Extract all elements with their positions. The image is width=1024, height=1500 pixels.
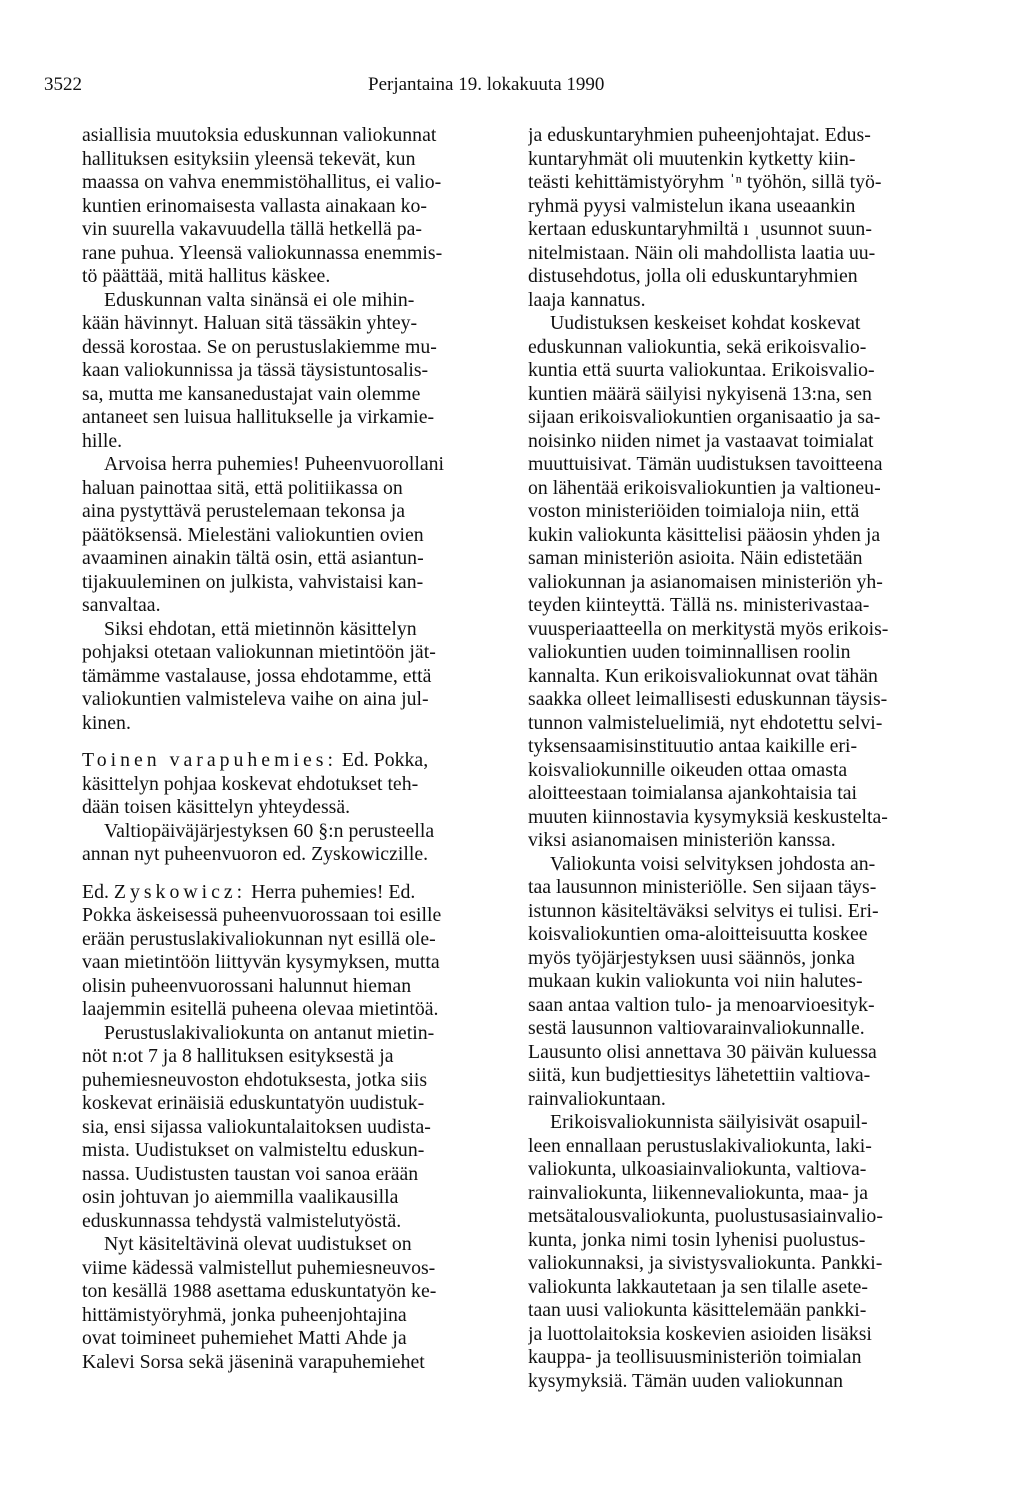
text-line: nöt n:ot 7 ja 8 hallituksen esityksestä ja <box>82 1045 394 1067</box>
text-line: aina pystyttävä perustelemaan tekonsa ja <box>82 500 405 522</box>
text-line: osin johtuvan jo aiemmilla vaalikausilla <box>82 1186 399 1208</box>
text-line: laajemmin esitellä puheena olevaa mietintöä. <box>82 998 439 1020</box>
text-line: erään perustuslakivaliokunnan nyt esillä ole- <box>82 927 436 950</box>
text-line: avaaminen ainakin tältä osin, että asiantun- <box>82 547 424 569</box>
text-line: rainvaliokunta, liikennevaliokunta, maa- ja <box>528 1181 869 1204</box>
text-line: tö päättää, mitä hallitus käskee. <box>82 265 331 287</box>
text-line: saakka olleet leimallisesti eduskunnan täysis- <box>528 688 888 710</box>
right-text-column <box>528 124 986 1393</box>
text-line: vin suurella vakavuudella tällä hetkellä pa- <box>82 218 422 240</box>
text-line: ja luottolaitoksia koskevien asioiden lisäksi <box>528 1322 872 1345</box>
text-line: teyden kiinteyttä. Tällä ns. ministerivastaa- <box>528 594 870 616</box>
text-line: leen ennallaan perustuslakivaliokunta, laki- <box>528 1134 872 1157</box>
text-line: Pokka äskeisessä puheenvuorossaan toi esille <box>82 904 442 926</box>
text-line: käsittelyn pohjaa koskevat ehdotukset teh- <box>82 772 419 795</box>
text-line: ryhmä pyysi valmistelun ikana useaankin <box>528 194 856 217</box>
text-line: muuttuisivat. Tämän uudistuksen tavoitteena <box>528 453 883 475</box>
text-line: Arvoisa herra puhemies! Puheenvuorollani <box>104 453 445 475</box>
text-line: valiokuntien valmisteleva vaihe on aina jul- <box>82 688 429 710</box>
text-line: koskevat erinäisiä eduskuntatyön uudistuk- <box>82 1092 425 1114</box>
text-line: noisinko niiden nimet ja vastaavat toimialat <box>528 429 874 452</box>
text-line: taan uusi valiokunta käsittelemään pankki- <box>528 1299 867 1321</box>
text-line: sia, ensi sijassa valiokuntalaitoksen uudista- <box>82 1115 431 1138</box>
text-line: kukin valiokunta käsittelisi pääosin yhden ja <box>528 523 881 546</box>
text-line: koisvaliokuntien oma-aloitteisuutta koskee <box>528 923 868 945</box>
speaker-name: Zyskowicz: <box>113 880 247 903</box>
text-line: tyksensaamisinstituutio antaa kaikille eri- <box>528 735 858 757</box>
text-line: Erikoisvaliokunnista säilyisivät osapuil- <box>550 1111 868 1133</box>
text-line: muuten kiinnostavia kysymyksiä keskusteltа- <box>528 805 888 828</box>
text-line: koisvaliokunnille oikeuden ottaa omasta <box>528 758 848 781</box>
text-line: annan nyt puheenvuoron ed. Zyskowiczille. <box>82 843 429 865</box>
text-line: kysymyksiä. Tämän uuden valiokunnan <box>528 1369 843 1392</box>
text-line: ja eduskuntaryhmien puheenjohtajat. Edus- <box>528 124 871 146</box>
text-line: kään hävinnyt. Haluan sitä tässäkin yhtey- <box>82 312 418 334</box>
text-line: kaan valiokunnissa ja tässä täysistuntosalis- <box>82 359 429 381</box>
text-line: valiokunta, ulkoasiainvaliokunta, valtiova- <box>528 1158 867 1180</box>
text-line: valiokunta lakkautetaan ja sen tilalle asete- <box>528 1275 868 1298</box>
text-line: kunta, jonka nimi tosin lyhenisi puolustus- <box>528 1228 866 1251</box>
text-line: hille. <box>82 429 123 452</box>
text-line: laaja kannatus. <box>528 288 646 311</box>
text-line: mukaan kukin valiokunta voi niin halutes- <box>528 970 863 992</box>
text-line <box>82 735 540 749</box>
text-line: tunnon valmisteluelimiä, nyt ehdotettu selvi- <box>528 711 883 734</box>
text-line: dään toisen käsittelyn yhteydessä. <box>82 796 351 818</box>
text-line: Nyt käsiteltävinä olevat uudistukset on <box>104 1233 412 1255</box>
text-line: hallituksen esityksiin yleensä tekevät, kun <box>82 147 416 170</box>
text-line: sa, mutta me kansanedustajat vain olemme <box>82 382 421 405</box>
text-line: kertaan eduskuntaryhmiltä ı ˌusunnot suun- <box>528 218 872 240</box>
text-line: on lähentää erikoisvaliokuntien ja valtioneu- <box>528 476 881 499</box>
text-line: viime kädessä valmistellut puhemiesneuvos- <box>82 1256 436 1279</box>
text-line: Siksi ehdotan, että mietinnön käsittelyn <box>104 617 417 640</box>
page-number: 3522 <box>44 74 82 95</box>
text-line: tijakuuleminen on julkista, vahvistaisi kan- <box>82 570 424 593</box>
text-line: voston ministeriöiden toimialoja niin, että <box>528 500 860 522</box>
text-line: Valiokunta voisi selvityksen johdosta an- <box>550 852 876 875</box>
text-line: kuntien erinomaisesta vallasta ainakaan ko- <box>82 194 427 217</box>
text-line: vuusperiaatteella on merkitystä myös erikois- <box>528 617 889 640</box>
text-line: rane puhua. Yleensä valiokunnassa enemmis- <box>82 241 443 264</box>
text-line: sestä lausunnon valtiovarainvaliokunnalle. <box>528 1017 865 1039</box>
text-line: saan antaa valtion tulo- ja menoarvioesityk- <box>528 993 875 1016</box>
text-line: rainvaliokuntaan. <box>528 1087 666 1110</box>
text-line: kauppa- ja teollisuusministeriön toimialan <box>528 1346 862 1368</box>
text-line: kuntia että suurta valiokuntaa. Erikoisvalio- <box>528 359 875 381</box>
text-line: vaan mietintöön liittyvän kysymyksen, mutta <box>82 951 440 973</box>
text-line: sijaan erikoisvaliokuntien organisaatio ja sa- <box>528 406 881 428</box>
text-line: taa lausunnon ministeriölle. Sen sijaan täys- <box>528 876 877 898</box>
text-line: myös työjärjestyksen uusi säännös, jonka <box>528 946 855 969</box>
text-line: nitelmistaan. Näin oli mahdollista laatia uu- <box>528 241 876 264</box>
text-line: Uudistuksen keskeiset kohdat koskevat <box>550 312 861 334</box>
text-line: haluan painottaa sitä, että politiikassa on <box>82 476 403 499</box>
text-line: pohjaksi otetaan valiokunnan mietintöön jät- <box>82 641 436 663</box>
text-line: kuntien määrä säilyisi nykyisenä 13:na, sen <box>528 382 872 405</box>
text-line: sanvaltaa. <box>82 594 161 616</box>
speaker-name: Toinen varapuhemies: <box>82 749 337 771</box>
text-line: Toinen varapuhemies: Ed. Pokka, <box>82 749 429 771</box>
text-line: kuntaryhmät oli muutenkin kytketty kiin- <box>528 147 856 170</box>
text-line: antaneet sen luisua hallitukselle ja virkamie- <box>82 406 435 428</box>
text-line: Perustuslakivaliokunta on antanut mietin- <box>104 1021 435 1044</box>
text-line: nassa. Uudistusten taustan voi sanoa erään <box>82 1162 419 1185</box>
text-line: valiokunnaksi, ja sivistysvaliokunta. Pankki- <box>528 1252 883 1274</box>
text-line: asiallisia muutoksia eduskunnan valiokunnat <box>82 124 437 146</box>
text-line: eduskunnassa tehdystä valmistelutyöstä. <box>82 1209 402 1232</box>
left-text-column <box>82 124 540 1374</box>
text-line: istunnon käsiteltäväksi selvitys ei tulisi. Eri- <box>528 899 879 922</box>
text-line: kannalta. Kun erikoisvaliokunnat ovat tähän <box>528 664 878 687</box>
text-line: metsätalousvaliokunta, puolustusasiainvalio- <box>528 1205 883 1227</box>
text-line: olisin puheenvuorossani halunnut hieman <box>82 974 412 997</box>
text-line: ton kesällä 1988 asettama eduskuntatyön ke- <box>82 1280 437 1302</box>
text-line: kinen. <box>82 711 131 734</box>
text-line: tämämme vastalause, jossa ehdotamme, että <box>82 664 432 687</box>
text-line: valiokunnan ja asianomaisen ministeriön yh- <box>528 570 883 593</box>
text-line: dessä korostaa. Se on perustuslakiemme mu- <box>82 335 437 358</box>
text-line: siitä, kun budjettiesitys lähetettiin valtiova- <box>528 1064 871 1086</box>
text-line: teästi kehittämistyöryhm ˈⁿ työhön, sillä työ- <box>528 171 882 193</box>
text-line: Lausunto olisi annettava 30 päivän kuluessa <box>528 1040 877 1063</box>
text-line: maassa on vahva enemmistöhallitus, ei valio- <box>82 171 442 193</box>
text-line: mista. Uudistukset on valmisteltu eduskun- <box>82 1139 425 1161</box>
text-line: aloitteestaan toimialansa ajankohtaisia tai <box>528 782 858 804</box>
text-line: Eduskunnan valta sinänsä ei ole mihin- <box>104 288 415 311</box>
text-line: eduskunnan valiokuntia, sekä erikoisvalio- <box>528 335 867 358</box>
text-line: valiokuntien uuden toiminnallisen roolin <box>528 641 851 663</box>
text-line: distusehdotus, jolla oli eduskuntaryhmien <box>528 265 858 287</box>
page-header <box>44 74 989 102</box>
text-line: päätöksensä. Mielestäni valiokuntien ovien <box>82 523 424 546</box>
text-line: saman ministeriön asioita. Näin edistetään <box>528 547 863 569</box>
text-line: Ed. Zyskowicz: Herra puhemies! Ed. <box>82 880 416 903</box>
text-line: Kalevi Sorsa sekä jäseninä varapuhemiehet <box>82 1350 425 1373</box>
text-line: puhemiesneuvoston ehdotuksesta, jotka siis <box>82 1068 428 1091</box>
text-line: viksi asianomaisen ministeriön kanssa. <box>528 829 836 851</box>
text-line: Valtiopäiväjärjestyksen 60 §:n perusteella <box>104 819 435 842</box>
text-line: hittämistyöryhmä, jonka puheenjohtajina <box>82 1303 407 1326</box>
text-line: ovat toimineet puhemiehet Matti Ahde ja <box>82 1327 407 1349</box>
text-line <box>82 867 540 881</box>
header-date: Perjantaina 19. lokakuuta 1990 <box>368 74 605 95</box>
